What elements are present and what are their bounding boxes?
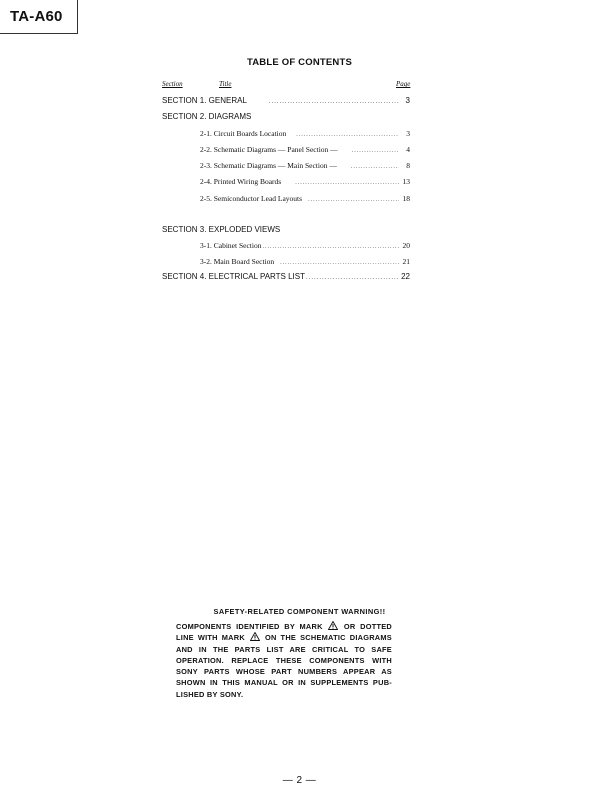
leader-dots	[308, 197, 399, 203]
page-column-header: Page	[396, 80, 411, 88]
leader-dots	[352, 148, 399, 154]
safety-warning-body	[176, 621, 392, 700]
caution-triangle-icon	[250, 632, 260, 641]
warning-line-3: AND IN THE PARTS LIST ARE CRITICAL TO SAFE	[176, 644, 392, 654]
toc-entry-label: 3-2. Main Board Section	[200, 257, 275, 266]
toc-entry-label: SECTION 4. ELECTRICAL PARTS LIST	[162, 272, 305, 281]
warning-line-2: LINE WITH MARK ON THE SCHEMATIC DIAGRAMS	[176, 633, 392, 643]
toc-entry-2-1[interactable]	[200, 129, 410, 138]
caution-triangle-icon	[328, 621, 338, 630]
toc-entry-label: 2-1. Circuit Boards Location	[200, 129, 287, 138]
safety-warning-title: SAFETY-RELATED COMPONENT WARNING!!	[213, 607, 386, 616]
toc-entry-page: 4	[406, 145, 410, 154]
toc-entry-page: 21	[402, 257, 410, 266]
leader-dots	[306, 275, 398, 281]
leader-dots	[269, 99, 399, 105]
warning-line-4: OPERATION. REPLACE THESE COMPONENTS WITH	[176, 655, 392, 665]
toc-entry-label: 3-1. Cabinet Section	[200, 241, 262, 250]
model-tab-label: TA-A60	[10, 8, 63, 25]
toc-title: TABLE OF CONTENTS	[246, 57, 353, 68]
toc-entry-2-3[interactable]	[200, 161, 410, 170]
leader-dots	[280, 260, 399, 266]
toc-entry-2-4[interactable]	[200, 177, 410, 186]
warning-line-7: LISHED BY SONY.	[176, 689, 244, 699]
page-number-footer: — 2 —	[282, 775, 317, 786]
toc-entry-page: 3	[405, 96, 410, 105]
toc-entry-2-2[interactable]	[200, 145, 410, 154]
warning-line-6: SHOWN IN THIS MANUAL OR IN SUPPLEMENTS PUB-	[176, 678, 392, 688]
toc-entry-page: 3	[406, 129, 410, 138]
toc-entry-page: 22	[401, 272, 410, 281]
toc-entry-label: 2-2. Schematic Diagrams — Panel Section —	[200, 145, 338, 154]
toc-entry-3-2[interactable]	[200, 257, 410, 266]
toc-entry-3-1[interactable]	[200, 241, 410, 250]
toc-entry-page: 20	[402, 241, 410, 250]
toc-entry-page: 13	[402, 177, 410, 186]
toc-entry-section-4[interactable]	[162, 272, 410, 281]
toc-heading-section-2: SECTION 2. DIAGRAMS	[162, 112, 252, 121]
toc-entry-page: 18	[402, 194, 410, 203]
leader-dots	[296, 132, 399, 138]
title-column-header: Title	[219, 80, 232, 88]
toc-heading-section-3: SECTION 3. EXPLODED VIEWS	[162, 225, 281, 234]
model-tab	[0, 0, 78, 34]
toc-entry-2-5[interactable]	[200, 194, 410, 203]
toc-entry-label: 2-3. Schematic Diagrams — Main Section —	[200, 161, 337, 170]
warning-line-5: SONY PARTS WHOSE PART NUMBERS APPEAR AS	[176, 667, 392, 677]
section-column-header: Section	[162, 80, 183, 88]
toc-entry-label: 2-5. Semiconductor Lead Layouts	[200, 194, 303, 203]
toc-entry-page: 8	[406, 161, 410, 170]
leader-dots	[262, 244, 399, 250]
toc-entry-label: 2-4. Printed Wiring Boards	[200, 177, 282, 186]
leader-dots	[295, 180, 399, 186]
warning-line-1: COMPONENTS IDENTIFIED BY MARK OR DOTTED	[176, 622, 393, 631]
toc-entry-section-1[interactable]	[162, 96, 410, 105]
leader-dots	[351, 164, 399, 170]
toc-entry-label: SECTION 1. GENERAL	[162, 96, 247, 105]
